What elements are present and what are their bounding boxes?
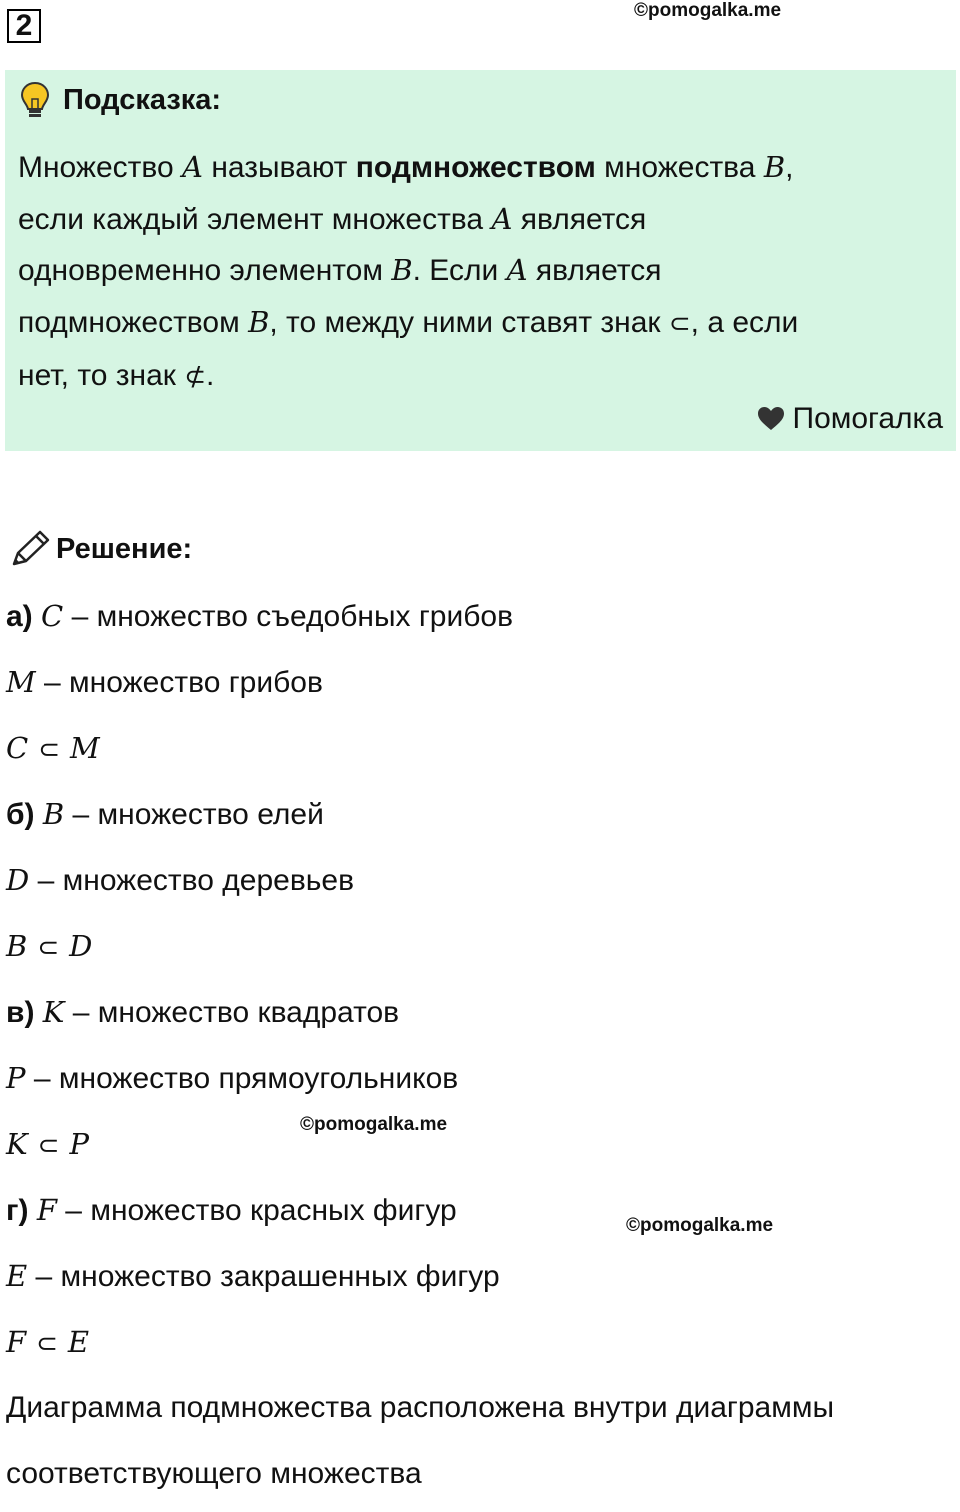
math-variable: C: [6, 731, 29, 765]
math-variable: B: [391, 253, 413, 287]
math-variable: B: [42, 797, 65, 831]
math-variable: C: [41, 599, 64, 633]
subset-relation: [6, 918, 956, 984]
watermark: ©pomogalka.me: [626, 1215, 774, 1236]
math-variable: P: [6, 1061, 26, 1095]
subset-relation: [6, 1116, 956, 1182]
heart-icon: [757, 406, 785, 432]
subset-symbol: ⊂: [36, 1329, 58, 1359]
conclusion-line: соответствующего множества: [6, 1457, 422, 1490]
hint-text-segment: называют: [202, 151, 356, 184]
part-label: в): [6, 996, 35, 1029]
part-label: б): [6, 798, 35, 831]
hint-line: [18, 350, 943, 404]
math-variable: B: [248, 304, 270, 339]
part-label: г): [6, 1194, 29, 1227]
watermark: ©pomogalka.me: [634, 0, 782, 21]
subset-relation: [6, 720, 956, 786]
math-variable: A: [506, 253, 528, 287]
math-variable: K: [42, 995, 65, 1029]
hint-text-segment: является: [512, 202, 647, 236]
part-label: а): [6, 600, 33, 633]
conclusion-line: Диаграмма подмножества расположена внутри диаграммы: [6, 1391, 835, 1424]
lightbulb-icon: [19, 81, 51, 119]
hint-text-segment: , то между ними ставят знак: [269, 305, 669, 339]
set-description: – множество деревьев: [29, 864, 355, 897]
hint-text-segment: множества: [595, 151, 764, 184]
hint-text-segment: , а если: [690, 305, 799, 339]
set-description: – множество прямоугольников: [25, 1062, 459, 1095]
watermark: ©pomogalka.me: [300, 1114, 448, 1135]
hint-text-segment: .: [206, 359, 215, 392]
subset-symbol: ⊂: [37, 1131, 60, 1161]
math-variable: P: [69, 1127, 89, 1161]
set-description: – множество закрашенных фигур: [27, 1260, 500, 1293]
hint-text-segment: ,: [785, 151, 794, 184]
math-variable: M: [6, 665, 36, 699]
hint-text-segment: Множество: [18, 151, 183, 184]
math-symbol: ⊄: [184, 362, 207, 392]
task-number: 2: [7, 9, 41, 43]
solution-row: [6, 852, 956, 918]
set-description: – множество съедобных грибов: [63, 600, 514, 633]
hint-text-segment: если каждый элемент множества: [18, 202, 492, 236]
math-variable: K: [6, 1127, 28, 1161]
hint-line: [18, 297, 943, 351]
set-description: – множество квадратов: [64, 996, 400, 1029]
hint-text-segment: . Если: [412, 254, 507, 287]
hint-text-segment: является: [527, 254, 662, 287]
math-variable: D: [6, 863, 30, 897]
math-variable: F: [6, 1325, 27, 1359]
solution-row: [6, 588, 956, 654]
hint-emphasis: подмножеством: [355, 151, 596, 184]
solution-header: [8, 527, 192, 571]
set-description: – множество красных фигур: [56, 1194, 457, 1227]
hint-line: [18, 142, 943, 194]
math-variable: E: [6, 1259, 28, 1293]
solution-row: [6, 1182, 956, 1248]
math-variable: B: [6, 929, 28, 963]
hint-line: [18, 194, 943, 246]
solution-row: [6, 654, 956, 720]
hint-title: Подсказка:: [63, 83, 222, 116]
math-variable: B: [763, 150, 786, 184]
math-variable: F: [36, 1193, 57, 1227]
hint-text-segment: одновременно элементом: [18, 254, 392, 287]
pencil-icon: [8, 528, 52, 570]
math-variable: A: [491, 201, 513, 236]
hint-text: [18, 142, 943, 404]
brand-name: Помогалка: [792, 402, 943, 435]
math-variable: E: [67, 1325, 90, 1359]
subset-symbol: ⊂: [37, 933, 60, 963]
solution-row: [6, 786, 956, 852]
math-variable: M: [70, 731, 100, 765]
set-description: – множество грибов: [35, 666, 323, 699]
hint-header: [19, 80, 221, 120]
solution-body: [6, 588, 956, 1512]
subset-relation: [6, 1314, 956, 1380]
solution-row: [6, 1248, 956, 1314]
hint-line: [18, 245, 943, 297]
math-symbol: ⊂: [668, 308, 691, 339]
subset-symbol: ⊂: [38, 735, 60, 765]
brand: [757, 402, 944, 436]
solution-title: Решение:: [56, 532, 193, 565]
math-variable: A: [182, 150, 203, 184]
solution-row: [6, 984, 956, 1050]
solution-row: [6, 1050, 956, 1116]
set-description: – множество елей: [64, 798, 324, 831]
math-variable: D: [69, 929, 93, 963]
hint-text-segment: нет, то знак: [18, 359, 185, 392]
hint-box: [5, 70, 956, 451]
hint-text-segment: подмножеством: [18, 305, 249, 339]
